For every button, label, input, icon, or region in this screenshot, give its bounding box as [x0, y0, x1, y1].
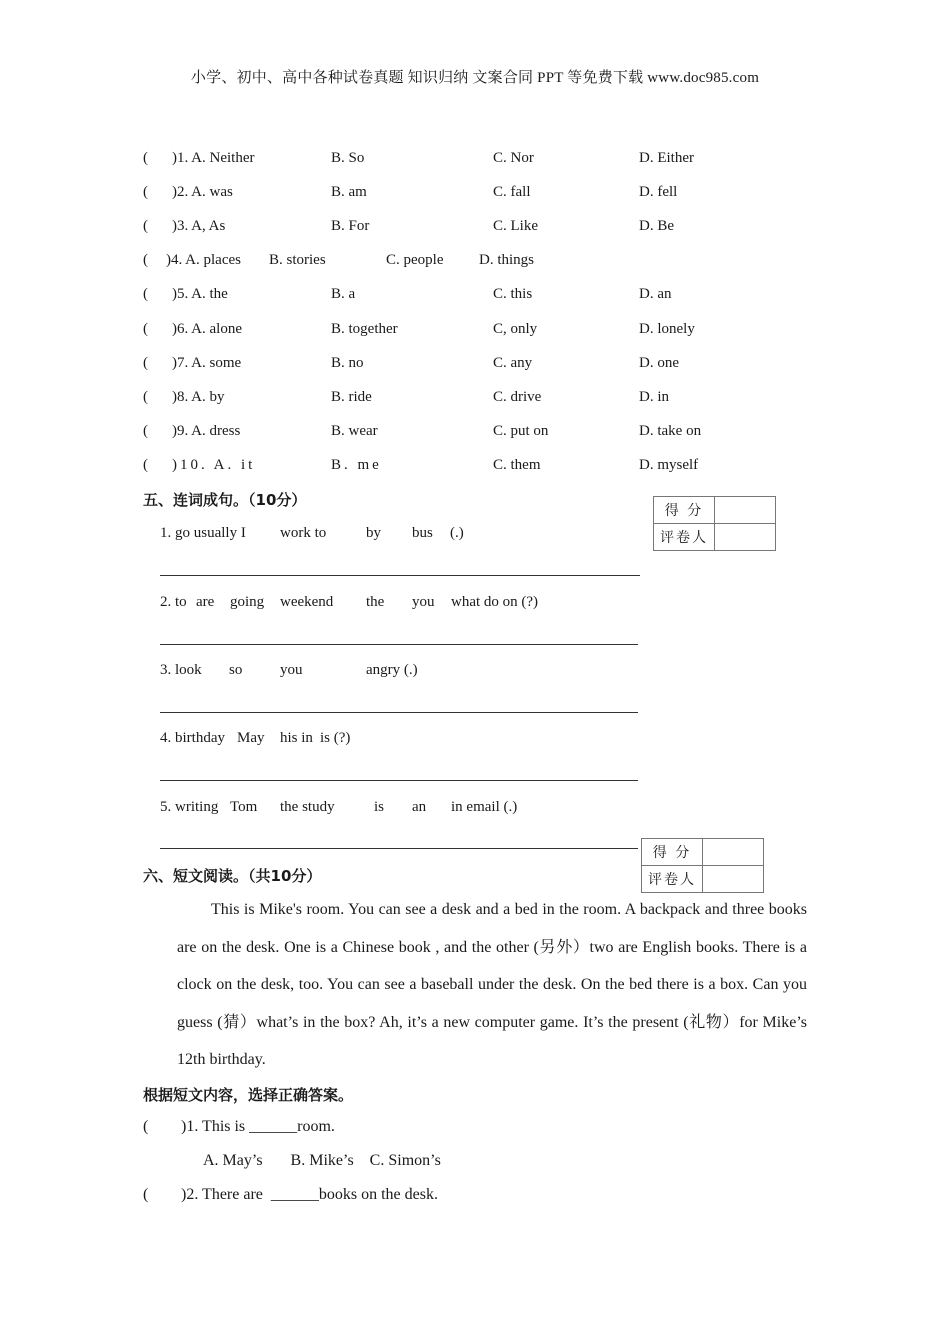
word: 5. writing — [160, 799, 219, 815]
option-d: D. Either — [639, 150, 694, 166]
option-b: B. stories — [269, 252, 326, 268]
answer-paren: ( — [143, 286, 148, 302]
option-b: B. wear — [331, 423, 378, 439]
word: his in — [280, 730, 313, 746]
word: 4. birthday — [160, 730, 225, 746]
word: May — [237, 730, 265, 746]
score-field[interactable] — [715, 497, 776, 524]
option-b: B. For — [331, 218, 370, 234]
answer-paren: ( — [143, 321, 148, 337]
answer-paren: ( — [143, 1118, 149, 1135]
option-d: D. one — [639, 355, 679, 371]
option-a: )8. A. by — [172, 389, 225, 405]
grader-label: 评卷人 — [642, 866, 703, 893]
option-a: )9. A. dress — [172, 423, 241, 439]
word: 1. go usually I — [160, 525, 246, 541]
word: 3. look — [160, 662, 202, 678]
question-1-options: A. May’s B. Mike’s C. Simon’s — [203, 1152, 441, 1169]
option-c: C. Like — [493, 218, 538, 234]
option-d: D. myself — [639, 457, 699, 473]
option-c: C. this — [493, 286, 533, 302]
section-title-6: 六、短文阅读。（共10分） — [143, 867, 322, 885]
option-d: D. fell — [639, 184, 678, 200]
option-b: B. a — [331, 286, 356, 302]
score-box — [653, 496, 776, 551]
option-a: )10. A. it — [172, 457, 256, 473]
score-field[interactable] — [703, 839, 764, 866]
word: the — [366, 594, 385, 610]
grader-label: 评卷人 — [654, 524, 715, 551]
answer-line[interactable] — [160, 712, 638, 713]
option-c: C. Nor — [493, 150, 534, 166]
option-d: D. take on — [639, 423, 702, 439]
option-c: C. them — [493, 457, 541, 473]
answer-paren: ( — [143, 218, 148, 234]
option-a: )7. A. some — [172, 355, 242, 371]
word: in email (.) — [451, 799, 518, 815]
option-c: C. put on — [493, 423, 549, 439]
passage-text: This is Mike's room. You can see a desk and a bed in the room. A backpack and three books are on the desk. One is a Chinese book , and the other (另外）two are English books. There is a clock on the desk, too. You can see a baseball under the desk. On the bed there is a box. Can you guess (猜）what’s in the box? Ah, it’s a new computer game. It’s the present (礼物）for Mike’s 12th birthday. — [177, 901, 807, 1068]
option-d: D. Be — [639, 218, 674, 234]
option-a: )1. A. Neither — [172, 150, 255, 166]
section-title-5: 五、连词成句。（10分） — [143, 491, 307, 509]
option-c: C. people — [386, 252, 444, 268]
option-d: D. lonely — [639, 321, 695, 337]
answer-paren: ( — [143, 150, 148, 166]
question-text: )1. This is ______room. — [181, 1118, 335, 1135]
option-c: C. drive — [493, 389, 542, 405]
word: so — [229, 662, 243, 678]
option-d: D. in — [639, 389, 669, 405]
word: you — [280, 662, 303, 678]
answer-paren: ( — [143, 355, 148, 371]
reading-passage — [177, 891, 807, 1079]
word: (.) — [450, 525, 464, 541]
word: an — [412, 799, 427, 815]
word: is — [374, 799, 385, 815]
option-b: B. me — [331, 457, 382, 473]
word: you — [412, 594, 435, 610]
option-d: D. things — [479, 252, 535, 268]
word: Tom — [230, 799, 258, 815]
word: by — [366, 525, 381, 541]
word: 2. to — [160, 594, 187, 610]
grader-field[interactable] — [703, 866, 764, 893]
option-b: B. no — [331, 355, 364, 371]
option-b: B. am — [331, 184, 367, 200]
word: are — [196, 594, 215, 610]
score-label: 得 分 — [654, 497, 715, 524]
option-c: C, only — [493, 321, 538, 337]
word: work to — [280, 525, 327, 541]
option-a: )4. A. places — [166, 252, 241, 268]
option-c: C. fall — [493, 184, 531, 200]
page-header: 小学、初中、高中各种试卷真题 知识归纳 文案合同 PPT 等免费下载 www.doc985.com — [190, 70, 760, 86]
score-label: 得 分 — [642, 839, 703, 866]
word: angry (.) — [366, 662, 418, 678]
answer-line[interactable] — [160, 575, 640, 576]
word: what do on (?) — [451, 594, 539, 610]
option-b: B. ride — [331, 389, 372, 405]
answer-paren: ( — [143, 423, 148, 439]
score-box — [641, 838, 764, 893]
option-b: B. together — [331, 321, 398, 337]
word: going — [230, 594, 265, 610]
word: bus — [412, 525, 433, 541]
answer-paren: ( — [143, 457, 148, 473]
answer-paren: ( — [143, 1186, 149, 1203]
word: weekend — [280, 594, 334, 610]
answer-paren: ( — [143, 252, 148, 268]
answer-paren: ( — [143, 184, 148, 200]
word: the study — [280, 799, 335, 815]
answer-line[interactable] — [160, 848, 638, 849]
option-c: C. any — [493, 355, 533, 371]
answer-paren: ( — [143, 389, 148, 405]
word: is (?) — [320, 730, 351, 746]
grader-field[interactable] — [715, 524, 776, 551]
option-a: )5. A. the — [172, 286, 228, 302]
answer-line[interactable] — [160, 644, 638, 645]
option-b: B. So — [331, 150, 365, 166]
answer-line[interactable] — [160, 780, 638, 781]
option-a: )2. A. was — [172, 184, 233, 200]
option-a: )6. A. alone — [172, 321, 242, 337]
question-text: )2. There are ______books on the desk. — [181, 1186, 438, 1203]
reading-instruction: 根据短文内容，选择正确答案。 — [143, 1086, 354, 1104]
option-d: D. an — [639, 286, 672, 302]
option-a: )3. A, As — [172, 218, 226, 234]
